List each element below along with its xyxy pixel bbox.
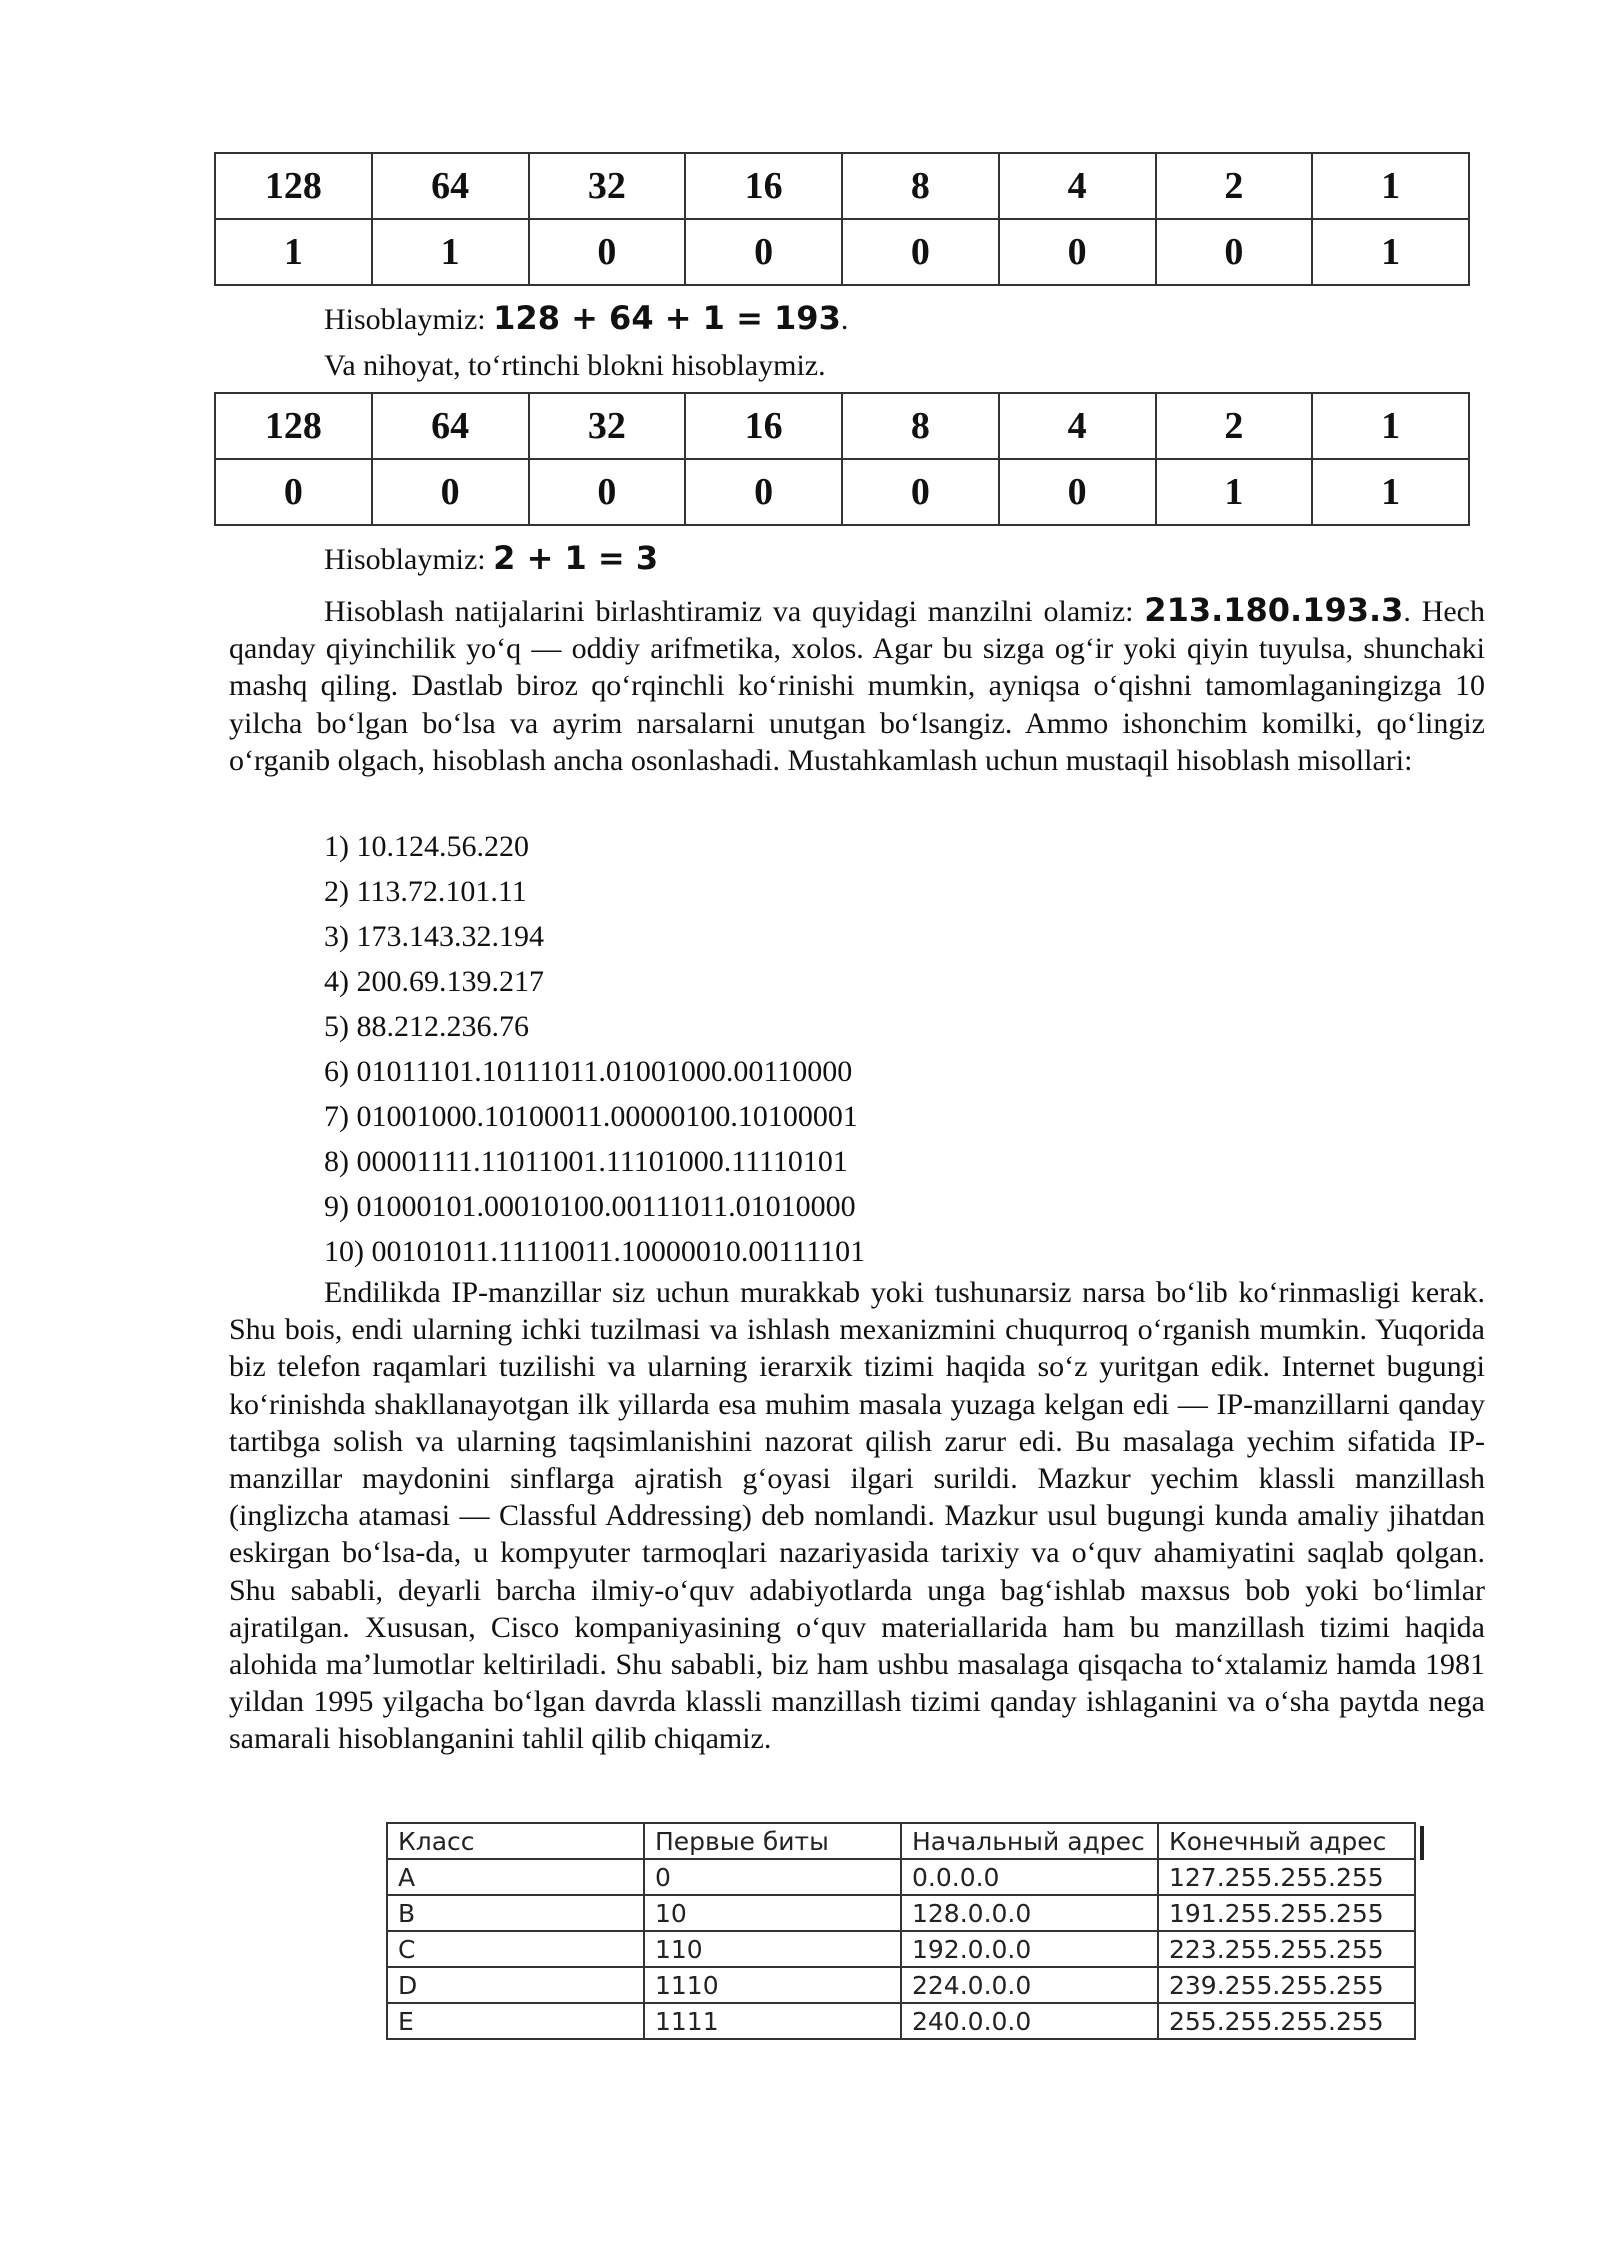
bit-value-cell: 0 (529, 459, 686, 525)
table-row (387, 1967, 1415, 2003)
bit-value-cell: 1 (1312, 219, 1469, 285)
bit-value-row (215, 219, 1469, 285)
binary-table-fourth-block (214, 392, 1470, 526)
bit-value-cell: 0 (372, 459, 529, 525)
bit-value-cell: 0 (842, 219, 999, 285)
calculation-line-2 (324, 540, 658, 578)
table-cell: 127.255.255.255 (1158, 1859, 1415, 1895)
bit-weight-cell: 1 (1312, 393, 1469, 459)
table-cell: D (387, 1967, 644, 2003)
table-cell: 191.255.255.255 (1158, 1895, 1415, 1931)
bit-value-cell: 0 (685, 219, 842, 285)
bit-weight-cell: 1 (1312, 153, 1469, 219)
bit-value-cell: 1 (372, 219, 529, 285)
bit-weight-cell: 128 (215, 153, 372, 219)
bit-value-cell: 0 (1156, 219, 1313, 285)
exercise-item: 4) 200.69.139.217 (324, 965, 544, 998)
table-cell: E (387, 2003, 644, 2039)
bit-value-cell: 1 (1156, 459, 1313, 525)
bit-weight-row (215, 153, 1469, 219)
table-cell: 10 (644, 1895, 901, 1931)
bit-weight-cell: 2 (1156, 153, 1313, 219)
column-header: Начальный адрес (901, 1823, 1158, 1859)
bit-weight-cell: 128 (215, 393, 372, 459)
exercise-item: 1) 10.124.56.220 (324, 830, 529, 863)
table-cell: C (387, 1931, 644, 1967)
table-cell: 192.0.0.0 (901, 1931, 1158, 1967)
bit-weight-cell: 32 (529, 393, 686, 459)
table-cell: 0 (644, 1859, 901, 1895)
exercise-item: 3) 173.143.32.194 (324, 920, 544, 953)
table-row (387, 1931, 1415, 1967)
exercise-item: 10) 00101011.11110011.10000010.00111101 (324, 1235, 866, 1268)
bit-value-cell: 0 (529, 219, 686, 285)
bit-weight-cell: 16 (685, 393, 842, 459)
bit-weight-cell: 2 (1156, 393, 1313, 459)
exercise-item: 9) 01000101.00010100.00111011.01010000 (324, 1190, 856, 1223)
table-cell: 255.255.255.255 (1158, 2003, 1415, 2039)
column-header: Первые биты (644, 1823, 901, 1859)
table-cell: 1111 (644, 2003, 901, 2039)
bit-value-row (215, 459, 1469, 525)
exercise-item: 8) 00001111.11011001.11101000.11110101 (324, 1145, 848, 1178)
bit-value-cell: 0 (999, 459, 1156, 525)
calculation-tail: . (840, 303, 849, 336)
table-cell: 110 (644, 1931, 901, 1967)
bit-weight-cell: 4 (999, 393, 1156, 459)
text-cursor-mark (1420, 1826, 1424, 1860)
bit-weight-cell: 4 (999, 153, 1156, 219)
bit-value-cell: 1 (1312, 459, 1469, 525)
exercise-list (324, 824, 865, 1274)
paragraph-text: . Hech qanday qiyinchilik yo‘q — oddiy arifmetika, xolos. Agar bu sizga og‘ir yoki qiyin tuyulsa, shunchaki mashq qiling. Dastlab biroz qo‘rqinchli ko‘rinishi mumkin, ayniqsa o‘qishni tamomlaganingizga 10 yilcha bo‘lgan bo‘lsa va ayrim narsalarni unutgan bo‘lsangiz. Ammo ishonchim komilki, qo‘lingiz o‘rganib olgach, hisoblash ancha osonlashadi. Mustahkamlash uchun mustaqil hisoblash misollari: (229, 595, 1486, 777)
table-row (387, 1859, 1415, 1895)
ip-class-table (386, 1822, 1416, 2040)
bit-weight-cell: 8 (842, 153, 999, 219)
classful-addressing-paragraph: Endilikda IP-manzillar siz uchun murakkab yoki tushunarsiz narsa bo‘lib ko‘rinmasligi kerak. Shu bois, endi ularning ichki tuzilmasi va ishlash mexanizmini chuqurroq o‘rganish mumkin. Yuqorida biz telefon raqamlari tuzilishi va ularning ierarxik tizimi haqida so‘z yuritgan edik. Internet bugungi ko‘rinishda shakllanayotgan ilk yillarda esa muhim masala yuzaga kelgan edi — IP-manzillarni qanday tartibga solish va ularning taqsimlanishini nazorat qilish zarur edi. Bu masalaga yechim sifatida IP-manzillar maydonini sinflarga ajratish g‘oyasi ilgari surildi. Mazkur yechim klassli manzillash (inglizcha atamasi — Classful Addressing) deb nomlandi. Mazkur usul bugungi kunda amaliy jihatdan eskirgan bo‘lsa-da, u kompyuter tarmoqlari nazariyasida tarixiy va o‘quv ahamiyatini saqlab qolgan. Shu sababli, deyarli barcha ilmiy-o‘quv adabiyotlarda unga bag‘ishlab maxsus bob yoki bo‘limlar ajratilgan. Xususan, Cisco kompaniyasining o‘quv materiallarida ham bu manzillash tizimi haqida alohida ma’lumotlar keltiriladi. Shu sababli, biz ham ushbu masalaga qisqacha to‘xtalamiz hamda 1981 yildan 1995 yilgacha bo‘lgan davrda klassli manzillash tizimi qanday ishlaganini va o‘sha paytda nega samarali hisoblanganini tahlil qilib chiqamiz. (229, 1276, 1485, 1756)
table-cell: 240.0.0.0 (901, 2003, 1158, 2039)
table-cell: B (387, 1895, 644, 1931)
bit-weight-cell: 8 (842, 393, 999, 459)
table-row (387, 2003, 1415, 2039)
binary-table-third-block (214, 152, 1470, 286)
bit-weight-cell: 32 (529, 153, 686, 219)
table-cell: 0.0.0.0 (901, 1859, 1158, 1895)
fourth-block-intro: Va nihoyat, to‘rtinchi blokni hisoblaymiz. (324, 349, 826, 382)
bit-weight-cell: 64 (372, 153, 529, 219)
table-cell: 239.255.255.255 (1158, 1967, 1415, 2003)
bit-value-cell: 0 (215, 459, 372, 525)
calculation-label: Hisoblaymiz: (324, 543, 494, 576)
exercise-item: 6) 01011101.10111011.01001000.00110000 (324, 1055, 853, 1088)
result-paragraph (229, 592, 1485, 779)
table-cell: 223.255.255.255 (1158, 1931, 1415, 1967)
calculation-line-1 (324, 300, 848, 338)
column-header: Конечный адрес (1158, 1823, 1415, 1859)
table-row (387, 1895, 1415, 1931)
bit-weight-row (215, 393, 1469, 459)
bit-value-cell: 0 (842, 459, 999, 525)
calculation-label: Hisoblaymiz: (324, 303, 494, 336)
resulting-ip-address: 213.180.193.3 (1144, 591, 1404, 629)
table-cell: A (387, 1859, 644, 1895)
bit-value-cell: 1 (215, 219, 372, 285)
exercise-item: 2) 113.72.101.11 (324, 875, 527, 908)
bit-weight-cell: 64 (372, 393, 529, 459)
column-header: Класс (387, 1823, 644, 1859)
table-header-row (387, 1823, 1415, 1859)
calculation-expression: 2 + 1 = 3 (493, 539, 659, 577)
calculation-expression: 128 + 64 + 1 = 193 (493, 299, 841, 337)
paragraph-text: Hisoblash natijalarini birlashtiramiz va quyidagi manzilni olamiz: (324, 595, 1145, 628)
table-cell: 224.0.0.0 (901, 1967, 1158, 2003)
bit-value-cell: 0 (685, 459, 842, 525)
exercise-item: 5) 88.212.236.76 (324, 1010, 529, 1043)
table-cell: 128.0.0.0 (901, 1895, 1158, 1931)
bit-value-cell: 0 (999, 219, 1156, 285)
exercise-item: 7) 01001000.10100011.00000100.10100001 (324, 1100, 858, 1133)
bit-weight-cell: 16 (685, 153, 842, 219)
table-cell: 1110 (644, 1967, 901, 2003)
